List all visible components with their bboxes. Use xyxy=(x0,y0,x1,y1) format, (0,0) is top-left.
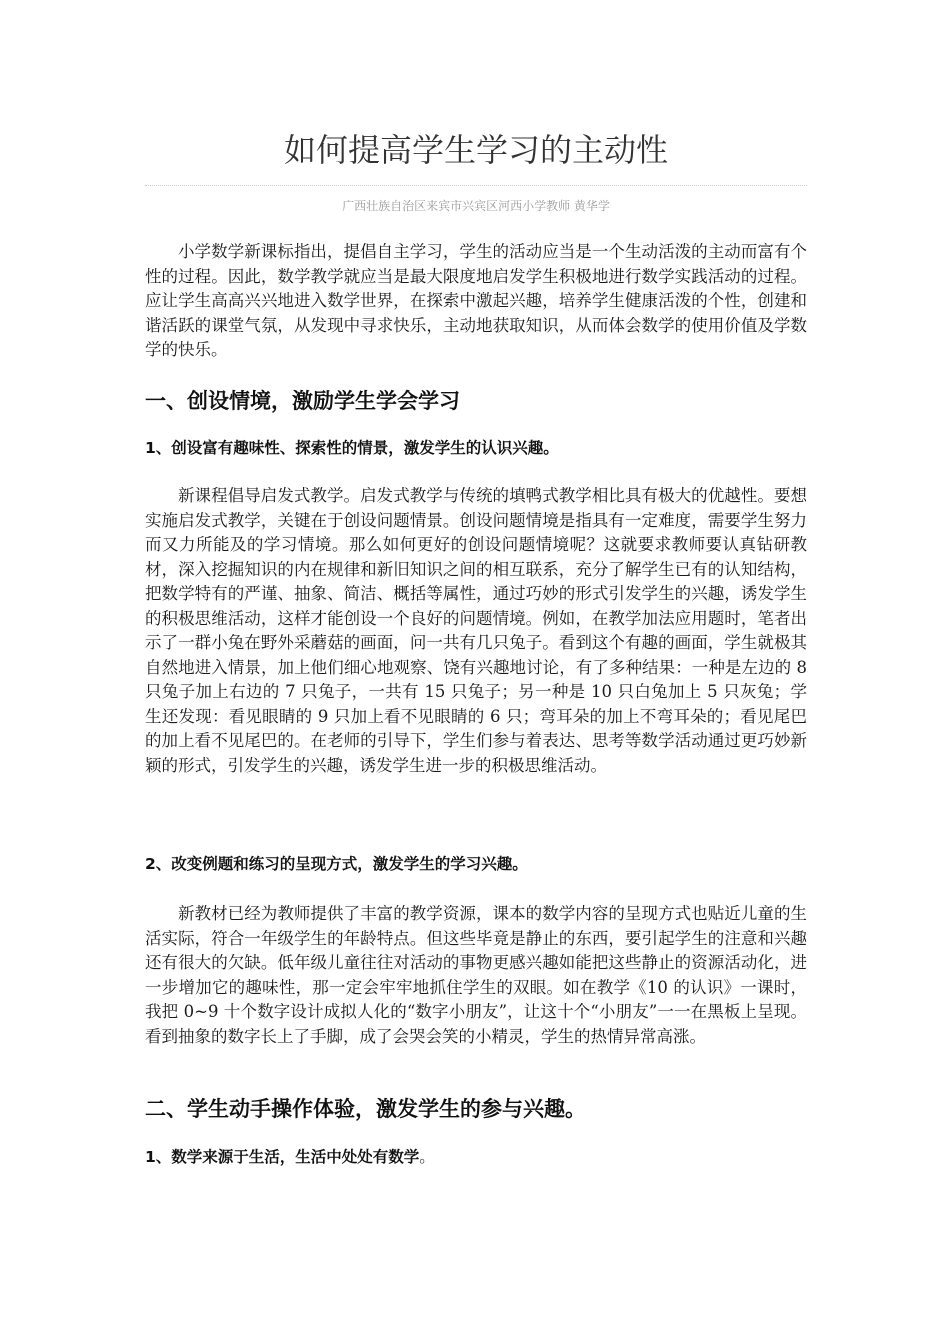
article-title: 如何提高学生学习的主动性 xyxy=(283,131,668,169)
subsection-heading-1-2: 2、改变例题和练习的呈现方式，激发学生的学习兴趣。 xyxy=(145,855,528,873)
section-heading-1: 一、创设情境，激励学生学会学习 xyxy=(145,389,460,413)
subsection-heading-1-1: 1、创设富有趣味性、探索性的情景，激发学生的认识兴趣。 xyxy=(145,439,559,457)
section-heading-2: 二、学生动手操作体验，激发学生的参与兴趣。 xyxy=(145,1097,586,1121)
intro-paragraph: 小学数学新课标指出，提倡自主学习，学生的活动应当是一个生动活泼的主动而富有个性的过程。因此，数学教学就应当是最大限度地启发学生积极地进行数学实践活动的过程。应让学生高高兴兴地进入数学世界，在探索中激起兴趣，培养学生健康活泼的个性，创建和谐活跃的课堂气氛，从发现中寻求快乐，主动地获取知识，从而体会数学的使用价值及学数学的快乐。 xyxy=(145,242,807,359)
subsection-heading-2-1-text: 1、数学来源于生活，生活中处处有数学 xyxy=(145,1148,420,1166)
subsection-paragraph-1-2: 新教材已经为教师提供了丰富的教学资源，课本的数学内容的呈现方式也贴近儿童的生活实际，符合一年级学生的年龄特点。但这些毕竟是静止的东西，要引起学生的注意和兴趣还有很大的欠缺。低年级儿童往往对活动的事物更感兴趣如能把这些静止的资源活动化，进一步增加它的趣味性，那一定会牢牢地抓住学生的双眼。如在教学《10 的认识》一课时，我把 0~9 十个数字设计成拟人化的“数字小朋友”，让这十个“小朋友”一一在黑板上呈现。看到抽象的数字长上了手脚，成了会哭会笑的小精灵，学生的热情异常高涨。 xyxy=(145,904,807,1046)
subsection-heading-2-1-tail: 。 xyxy=(419,1148,435,1166)
subsection-paragraph-1-1: 新课程倡导启发式教学。启发式教学与传统的填鸭式教学相比具有极大的优越性。要想实施启发式教学，关键在于创设问题情景。创设问题情境是指具有一定难度，需要学生努力而又力所能及的学习情境。那么如何更好的创设问题情境呢？这就要求教师要认真钻研教材，深入挖掘知识的内在规律和新旧知识之间的相互联系，充分了解学生已有的认知结构，把数学特有的严谨、抽象、简洁、概括等属性，通过巧妙的形式引发学生的兴趣，诱发学生的积极思维活动，这样才能创设一个良好的问题情境。例如，在教学加法应用题时，笔者出示了一群小兔在野外采蘑菇的画面，问一共有几只兔子。看到这个有趣的画面，学生就极其自然地进入情景，加上他们细心地观察、饶有兴趣地讨论，有了多种结果：一种是左边的 8 只兔子加上右边的 7 只兔子，一共有 15 只兔子；另一种是 10 只白兔加上 5 只灰兔；学生还发现：看见眼睛的 9 只加上看不见眼睛的 6 只；弯耳朵的加上不弯耳朵的；看见尾巴的加上看不见尾巴的。在老师的引导下，学生们参与着表达、思考等数学活动通过更巧妙新颖的形式，引发学生的兴趣，诱发学生进一步的积极思维活动。 xyxy=(145,486,807,775)
subsection-heading-2-1 xyxy=(145,1146,807,1168)
author-byline: 广西壮族自治区来宾市兴宾区河西小学教师 黄华学 xyxy=(342,199,610,213)
title-divider xyxy=(145,185,807,186)
